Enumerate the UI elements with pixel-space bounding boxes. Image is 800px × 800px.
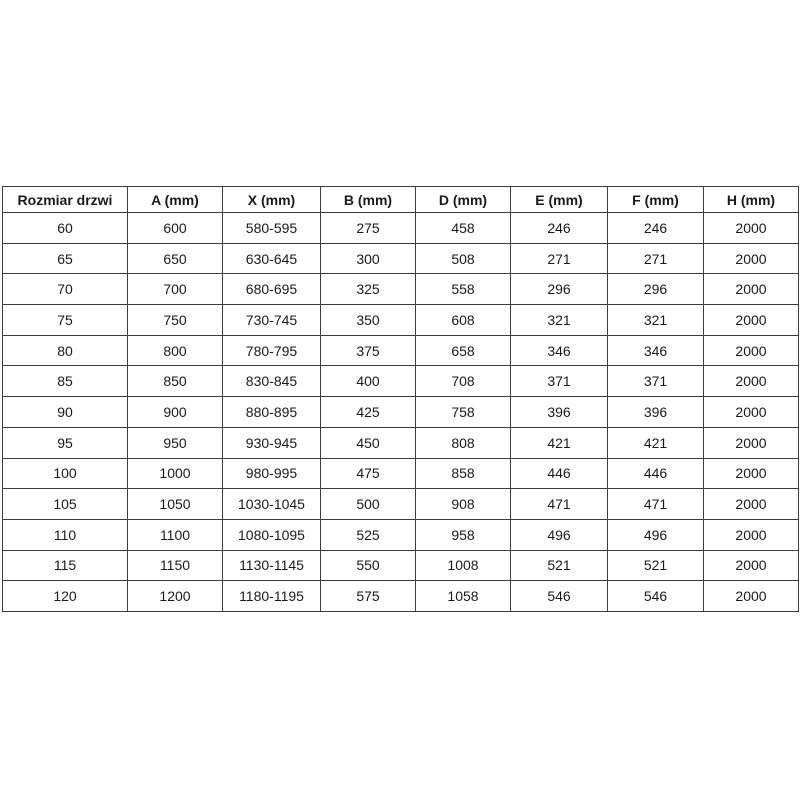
table-row (3, 427, 799, 458)
table-row (3, 243, 799, 274)
table-cell: 950 (128, 427, 223, 458)
table-cell: 1058 (416, 581, 511, 612)
table-cell: 2000 (704, 213, 799, 244)
table-cell: 850 (128, 366, 223, 397)
row-size-cell: 90 (3, 397, 128, 428)
table-row (3, 489, 799, 520)
table-cell: 680-695 (223, 274, 321, 305)
table-cell: 325 (321, 274, 416, 305)
column-header: D (mm) (416, 187, 511, 213)
table-cell: 880-895 (223, 397, 321, 428)
table-cell: 271 (511, 243, 608, 274)
table-cell: 2000 (704, 305, 799, 336)
table-row (3, 274, 799, 305)
table-cell: 271 (608, 243, 704, 274)
table-cell: 1080-1095 (223, 519, 321, 550)
column-header: B (mm) (321, 187, 416, 213)
table-row (3, 213, 799, 244)
table-cell: 600 (128, 213, 223, 244)
table-cell: 296 (608, 274, 704, 305)
table-cell: 425 (321, 397, 416, 428)
table-cell: 421 (608, 427, 704, 458)
column-header: X (mm) (223, 187, 321, 213)
table-row (3, 458, 799, 489)
table-cell: 246 (511, 213, 608, 244)
table-cell: 858 (416, 458, 511, 489)
table-cell: 2000 (704, 427, 799, 458)
column-header: A (mm) (128, 187, 223, 213)
table-cell: 275 (321, 213, 416, 244)
table-cell: 400 (321, 366, 416, 397)
table-cell: 1000 (128, 458, 223, 489)
table-cell: 421 (511, 427, 608, 458)
table-cell: 808 (416, 427, 511, 458)
table-cell: 500 (321, 489, 416, 520)
table-cell: 580-595 (223, 213, 321, 244)
table-cell: 550 (321, 550, 416, 581)
table-row (3, 366, 799, 397)
table-cell: 1150 (128, 550, 223, 581)
table-cell: 758 (416, 397, 511, 428)
table-cell: 2000 (704, 489, 799, 520)
table-cell: 750 (128, 305, 223, 336)
table-cell: 446 (608, 458, 704, 489)
table-cell: 346 (511, 335, 608, 366)
row-size-cell: 70 (3, 274, 128, 305)
table-cell: 2000 (704, 274, 799, 305)
column-header: H (mm) (704, 187, 799, 213)
table-cell: 2000 (704, 458, 799, 489)
table-cell: 521 (608, 550, 704, 581)
table-cell: 2000 (704, 519, 799, 550)
table-head (3, 187, 799, 213)
table-body (3, 213, 799, 612)
row-size-cell: 95 (3, 427, 128, 458)
table-cell: 508 (416, 243, 511, 274)
table-cell: 730-745 (223, 305, 321, 336)
table-cell: 658 (416, 335, 511, 366)
column-header: F (mm) (608, 187, 704, 213)
table-cell: 450 (321, 427, 416, 458)
table-cell: 300 (321, 243, 416, 274)
table-cell: 650 (128, 243, 223, 274)
table-cell: 396 (511, 397, 608, 428)
table-cell: 1200 (128, 581, 223, 612)
table-cell: 496 (608, 519, 704, 550)
row-size-cell: 85 (3, 366, 128, 397)
table-cell: 630-645 (223, 243, 321, 274)
row-size-cell: 60 (3, 213, 128, 244)
table-cell: 2000 (704, 243, 799, 274)
table-cell: 2000 (704, 335, 799, 366)
table-row (3, 519, 799, 550)
table-cell: 830-845 (223, 366, 321, 397)
table-cell: 958 (416, 519, 511, 550)
table-cell: 321 (511, 305, 608, 336)
table-cell: 1008 (416, 550, 511, 581)
door-dimensions-table-container (2, 186, 797, 612)
table-cell: 521 (511, 550, 608, 581)
table-row (3, 397, 799, 428)
header-row (3, 187, 799, 213)
table-cell: 700 (128, 274, 223, 305)
table-cell: 1050 (128, 489, 223, 520)
table-cell: 458 (416, 213, 511, 244)
table-cell: 930-945 (223, 427, 321, 458)
table-cell: 546 (608, 581, 704, 612)
table-cell: 525 (321, 519, 416, 550)
table-cell: 446 (511, 458, 608, 489)
table-cell: 471 (511, 489, 608, 520)
table-row (3, 550, 799, 581)
row-size-cell: 80 (3, 335, 128, 366)
table-cell: 2000 (704, 366, 799, 397)
table-cell: 475 (321, 458, 416, 489)
table-row (3, 305, 799, 336)
table-cell: 371 (608, 366, 704, 397)
table-cell: 1180-1195 (223, 581, 321, 612)
row-size-cell: 120 (3, 581, 128, 612)
row-size-cell: 115 (3, 550, 128, 581)
table-cell: 321 (608, 305, 704, 336)
column-header: E (mm) (511, 187, 608, 213)
table-cell: 371 (511, 366, 608, 397)
table-cell: 375 (321, 335, 416, 366)
row-size-cell: 110 (3, 519, 128, 550)
table-cell: 396 (608, 397, 704, 428)
table-cell: 496 (511, 519, 608, 550)
row-size-cell: 105 (3, 489, 128, 520)
table-cell: 708 (416, 366, 511, 397)
table-cell: 980-995 (223, 458, 321, 489)
table-cell: 1100 (128, 519, 223, 550)
table-cell: 1030-1045 (223, 489, 321, 520)
table-cell: 1130-1145 (223, 550, 321, 581)
table-cell: 800 (128, 335, 223, 366)
column-header: Rozmiar drzwi (3, 187, 128, 213)
table-cell: 2000 (704, 397, 799, 428)
table-cell: 246 (608, 213, 704, 244)
table-cell: 546 (511, 581, 608, 612)
row-size-cell: 75 (3, 305, 128, 336)
table-cell: 296 (511, 274, 608, 305)
table-cell: 2000 (704, 550, 799, 581)
table-cell: 575 (321, 581, 416, 612)
table-cell: 346 (608, 335, 704, 366)
table-cell: 900 (128, 397, 223, 428)
table-cell: 608 (416, 305, 511, 336)
row-size-cell: 100 (3, 458, 128, 489)
table-cell: 908 (416, 489, 511, 520)
table-cell: 2000 (704, 581, 799, 612)
table-cell: 558 (416, 274, 511, 305)
table-cell: 350 (321, 305, 416, 336)
door-dimensions-table (2, 186, 799, 612)
row-size-cell: 65 (3, 243, 128, 274)
table-cell: 780-795 (223, 335, 321, 366)
table-row (3, 581, 799, 612)
table-row (3, 335, 799, 366)
table-cell: 471 (608, 489, 704, 520)
